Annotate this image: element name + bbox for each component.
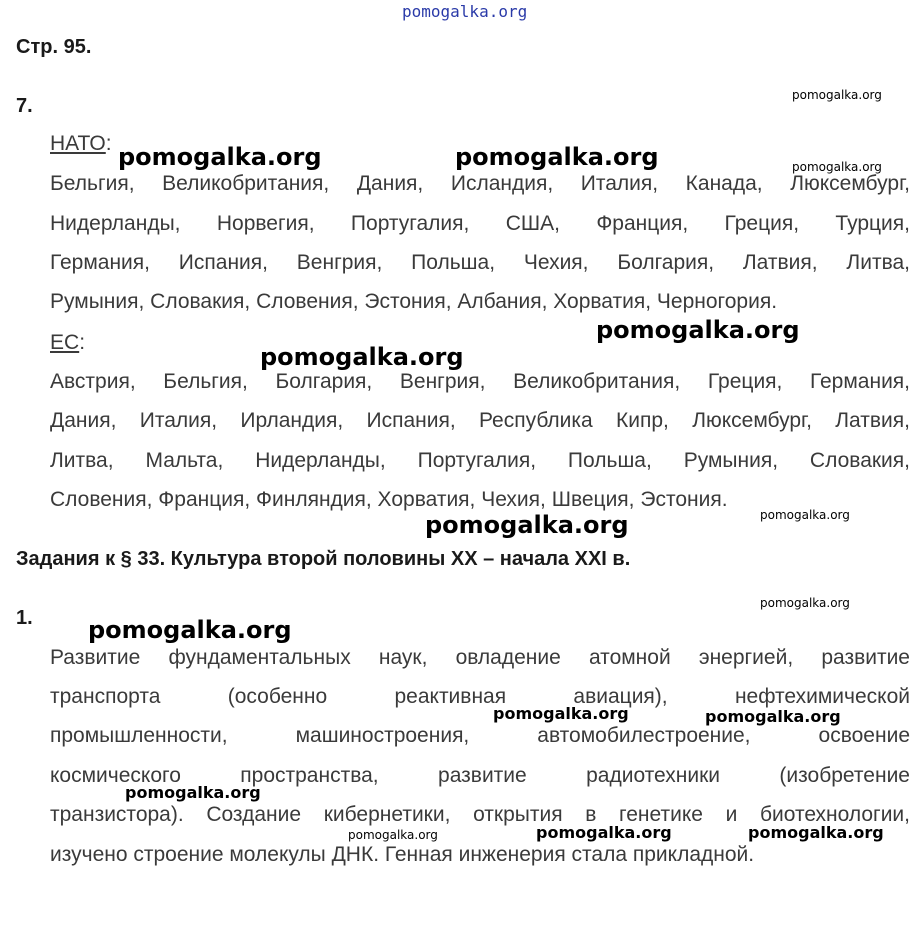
watermark: pomogalka.org: [425, 511, 629, 539]
q1-line-6: изучено строение молекулы ДНК. Генная инженерия стала прикладной.: [50, 843, 755, 866]
nato-line-2: Нидерланды, Норвегия, Португалия, США, Франция, Греция, Турция,: [50, 212, 910, 235]
question-7-number: 7.: [16, 95, 33, 117]
eu-label-text: ЕС: [50, 331, 80, 354]
watermark: pomogalka.org: [760, 596, 850, 610]
eu-colon: :: [79, 331, 86, 354]
q1-line-3: промышленности, машиностроения, автомобилестроение, освоение: [50, 724, 910, 747]
q1-line-4: космического пространства, развитие радиотехники (изобретение: [50, 764, 910, 787]
nato-line-1: Бельгия, Великобритания, Дания, Исландия, Италия, Канада, Люксембург,: [50, 172, 910, 195]
watermark: pomogalka.org: [536, 823, 672, 842]
nato-line-4: Румыния, Словакия, Словения, Эстония, Албания, Хорватия, Черногория.: [50, 290, 778, 313]
watermark: pomogalka.org: [792, 160, 882, 174]
nato-label: [50, 132, 112, 156]
q1-line-5: транзистора). Создание кибернетики, открытия в генетике и биотехнологии,: [50, 803, 910, 826]
q1-line-1: Развитие фундаментальных наук, овладение атомной энергией, развитие: [50, 646, 910, 669]
assignment-heading: Задания к § 33. Культура второй половины XX – начала XXI в.: [16, 548, 631, 570]
eu-line-4: Словения, Франция, Финляндия, Хорватия, Чехия, Швеция, Эстония.: [50, 488, 728, 511]
top-watermark: pomogalka.org: [402, 2, 528, 21]
watermark: pomogalka.org: [792, 88, 882, 102]
question-1-number: 1.: [16, 607, 33, 629]
watermark: pomogalka.org: [455, 143, 659, 171]
watermark: pomogalka.org: [348, 828, 438, 842]
eu-line-1: Австрия, Бельгия, Болгария, Венгрия, Великобритания, Греция, Германия,: [50, 370, 910, 393]
eu-label: [50, 331, 85, 355]
page-ref: Стр. 95.: [16, 36, 92, 58]
watermark: pomogalka.org: [748, 823, 884, 842]
nato-label-text: НАТО: [50, 132, 106, 155]
eu-line-3: Литва, Мальта, Нидерланды, Португалия, Польша, Румыния, Словакия,: [50, 449, 910, 472]
eu-line-2: Дания, Италия, Ирландия, Испания, Республика Кипр, Люксембург, Латвия,: [50, 409, 910, 432]
watermark: pomogalka.org: [705, 707, 841, 726]
watermark: pomogalka.org: [596, 316, 800, 344]
q1-line-2: транспорта (особенно реактивная авиация), нефтехимической: [50, 685, 910, 708]
watermark: pomogalka.org: [260, 343, 464, 371]
nato-colon: :: [105, 132, 112, 155]
watermark: pomogalka.org: [493, 704, 629, 723]
watermark: pomogalka.org: [118, 143, 322, 171]
nato-line-3: Германия, Испания, Венгрия, Польша, Чехия, Болгария, Латвия, Литва,: [50, 251, 910, 274]
watermark: pomogalka.org: [88, 616, 292, 644]
watermark: pomogalka.org: [125, 783, 261, 802]
watermark: pomogalka.org: [760, 508, 850, 522]
